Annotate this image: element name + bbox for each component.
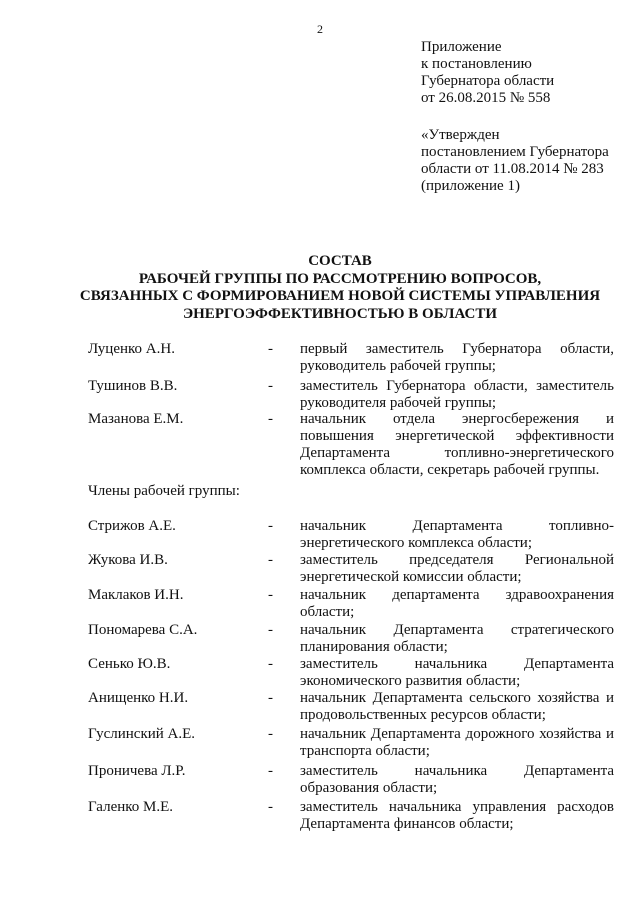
dash-separator: - xyxy=(268,552,273,568)
member-role: заместитель начальника управления расходов Департамента финансов области; xyxy=(300,799,614,832)
member-role: начальник отдела энергосбережения и повышения энергетической эффективности Департамента топливно-энергетического комплекса области, секретарь рабочей группы. xyxy=(300,411,614,478)
member-name: Сенько Ю.В. xyxy=(88,656,171,672)
member-role: первый заместитель Губернатора области, руководитель рабочей группы; xyxy=(300,341,614,374)
member-name: Жукова И.В. xyxy=(88,552,168,568)
member-role: заместитель начальника Департамента экономического развития области; xyxy=(300,656,614,689)
member-name: Проничева Л.Р. xyxy=(88,763,186,779)
member-name: Гуслинский А.Е. xyxy=(88,726,196,742)
approval-block: «Утвержден постановлением Губернатора области от 11.08.2014 № 283 (приложение 1) xyxy=(421,127,609,194)
member-name: Анищенко Н.И. xyxy=(88,690,189,706)
member-name: Галенко М.Е. xyxy=(88,799,174,815)
members-header: Члены рабочей группы: xyxy=(88,483,240,499)
member-name: Маклаков И.Н. xyxy=(88,587,184,603)
dash-separator: - xyxy=(268,726,273,742)
member-role: заместитель председателя Региональной энергетической комиссии области; xyxy=(300,552,614,585)
member-role: начальник Департамента стратегического планирования области; xyxy=(300,622,614,655)
member-role: начальник Департамента топливно-энергетического комплекса области; xyxy=(300,518,614,551)
member-role: начальник Департамента дорожного хозяйства и транспорта области; xyxy=(300,726,614,759)
dash-separator: - xyxy=(268,587,273,603)
dash-separator: - xyxy=(268,656,273,672)
title-line: СВЯЗАННЫХ С ФОРМИРОВАНИЕМ НОВОЙ СИСТЕМЫ УПРАВЛЕНИЯ xyxy=(79,288,601,304)
dash-separator: - xyxy=(268,763,273,779)
title-line: ЭНЕРГОЭФФЕКТИВНОСТЬЮ В ОБЛАСТИ xyxy=(182,305,498,322)
appendix-block: Приложение к постановлению Губернатора области от 26.08.2015 № 558 xyxy=(421,39,555,106)
member-name: Тушинов В.В. xyxy=(88,378,178,394)
title-line: СОСТАВ xyxy=(308,253,372,269)
member-role: заместитель начальника Департамента образования области; xyxy=(300,763,614,796)
member-name: Стрижов А.Е. xyxy=(88,518,176,534)
document-title xyxy=(60,253,620,323)
dash-separator: - xyxy=(268,518,273,534)
member-role: начальник Департамента сельского хозяйства и продовольственных ресурсов области; xyxy=(300,690,614,723)
page-number: 2 xyxy=(317,22,323,36)
dash-separator: - xyxy=(268,799,273,815)
member-name: Мазанова Е.М. xyxy=(88,411,184,427)
title-line: РАБОЧЕЙ ГРУППЫ ПО РАССМОТРЕНИЮ ВОПРОСОВ, xyxy=(138,270,542,287)
dash-separator: - xyxy=(268,378,273,394)
member-name: Луценко А.Н. xyxy=(88,341,175,357)
dash-separator: - xyxy=(268,690,273,706)
member-role: заместитель Губернатора области, заместитель руководителя рабочей группы; xyxy=(300,378,614,411)
dash-separator: - xyxy=(268,341,273,357)
dash-separator: - xyxy=(268,411,273,427)
member-role: начальник департамента здравоохранения области; xyxy=(300,587,614,620)
member-name: Пономарева С.А. xyxy=(88,622,198,638)
dash-separator: - xyxy=(268,622,273,638)
